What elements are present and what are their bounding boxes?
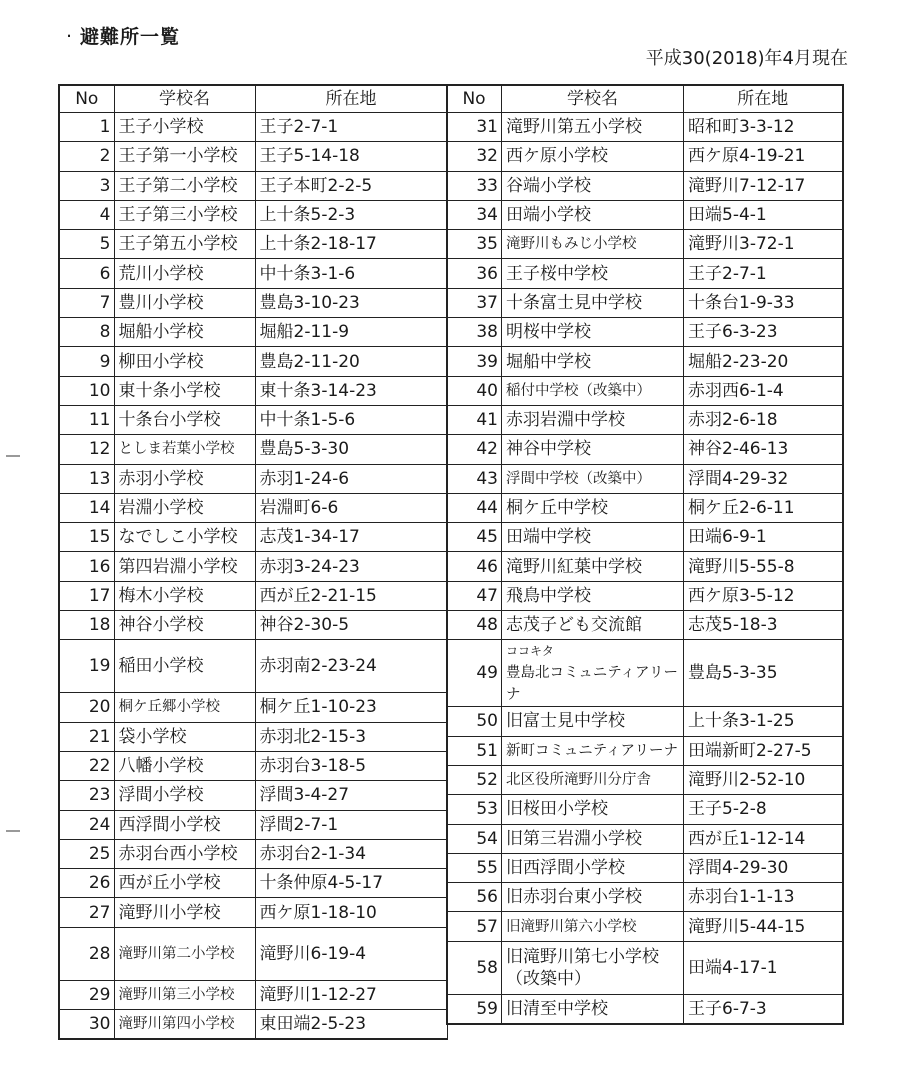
cell-no: 52	[447, 765, 502, 794]
cell-school-name: なでしこ小学校	[114, 523, 255, 552]
cell-address: 西が丘2-21-15	[255, 581, 447, 610]
cell-address: 田端4-17-1	[684, 941, 843, 994]
cell-no: 36	[447, 259, 502, 288]
table-row	[59, 376, 447, 405]
table-row	[59, 171, 447, 200]
cell-address: 十条台1-9-33	[684, 288, 843, 317]
table-row	[447, 912, 843, 941]
cell-school-name: 十条台小学校	[114, 405, 255, 434]
cell-address: 上十条3-1-25	[684, 707, 843, 736]
cell-no: 39	[447, 347, 502, 376]
cell-school-name: 八幡小学校	[114, 751, 255, 780]
cell-no: 59	[447, 994, 502, 1024]
cell-no: 6	[59, 259, 114, 288]
cell-address: 西ケ原3-5-12	[684, 581, 843, 610]
header-row	[447, 85, 843, 113]
cell-address: 上十条5-2-3	[255, 200, 447, 229]
cell-address: 堀船2-23-20	[684, 347, 843, 376]
header-address: 所在地	[255, 85, 447, 113]
table-row	[447, 230, 843, 259]
cell-no: 37	[447, 288, 502, 317]
left-table-body	[59, 113, 447, 1040]
cell-no: 34	[447, 200, 502, 229]
cell-school-name: 旧滝野川第六小学校	[502, 912, 684, 941]
cell-address: 豊島3-10-23	[255, 288, 447, 317]
cell-school-name: 王子桜中学校	[502, 259, 684, 288]
page-title-text: 避難所一覧	[80, 26, 181, 48]
page-title: . 避難所一覧	[66, 20, 181, 48]
cell-school-name: 王子小学校	[114, 113, 255, 142]
cell-address: 王子6-3-23	[684, 318, 843, 347]
cell-no: 13	[59, 464, 114, 493]
cell-address: 志茂1-34-17	[255, 523, 447, 552]
cell-school-name: 豊川小学校	[114, 288, 255, 317]
hole-punch-mark	[6, 830, 20, 832]
right-table-body	[447, 113, 843, 1025]
cell-no: 9	[59, 347, 114, 376]
table-row	[59, 980, 447, 1009]
table-row	[59, 318, 447, 347]
cell-address: 王子2-7-1	[684, 259, 843, 288]
cell-school-name: 滝野川第二小学校	[114, 927, 255, 980]
cell-address: 昭和町3-3-12	[684, 113, 843, 142]
table-row	[59, 810, 447, 839]
cell-school-name: 西浮間小学校	[114, 810, 255, 839]
cell-no: 46	[447, 552, 502, 581]
cell-no: 57	[447, 912, 502, 941]
cell-school-name: 旧第三岩淵小学校	[502, 824, 684, 853]
cell-no: 29	[59, 980, 114, 1009]
cell-no: 55	[447, 853, 502, 882]
cell-school-name: 西が丘小学校	[114, 869, 255, 898]
cell-address: 赤羽西6-1-4	[684, 376, 843, 405]
cell-no: 54	[447, 824, 502, 853]
header-no: No	[447, 85, 502, 113]
table-row	[59, 927, 447, 980]
cell-no: 58	[447, 941, 502, 994]
table-row	[447, 200, 843, 229]
cell-school-name	[502, 640, 684, 707]
table-row	[59, 781, 447, 810]
table-row	[59, 640, 447, 693]
cell-address: 浮間4-29-30	[684, 853, 843, 882]
cell-school-name: 王子第二小学校	[114, 171, 255, 200]
cell-no: 14	[59, 493, 114, 522]
cell-school-name: 浮間小学校	[114, 781, 255, 810]
cell-no: 15	[59, 523, 114, 552]
cell-address: 豊島2-11-20	[255, 347, 447, 376]
cell-no: 28	[59, 927, 114, 980]
table-row	[447, 142, 843, 171]
cell-address: 田端新町2-27-5	[684, 736, 843, 765]
cell-address: 赤羽北2-15-3	[255, 722, 447, 751]
table-row	[447, 376, 843, 405]
cell-address: 神谷2-46-13	[684, 435, 843, 464]
cell-address: 神谷2-30-5	[255, 611, 447, 640]
cell-address: 西ケ原4-19-21	[684, 142, 843, 171]
cell-no: 33	[447, 171, 502, 200]
table-row	[59, 751, 447, 780]
cell-school-name: 旧赤羽台東小学校	[502, 883, 684, 912]
cell-no: 47	[447, 581, 502, 610]
cell-address: 十条仲原4-5-17	[255, 869, 447, 898]
cell-school-name: 滝野川紅葉中学校	[502, 552, 684, 581]
cell-school-name: 神谷小学校	[114, 611, 255, 640]
table-row	[447, 347, 843, 376]
cell-address: 赤羽台2-1-34	[255, 839, 447, 868]
cell-address: 赤羽3-24-23	[255, 552, 447, 581]
cell-school-name: 袋小学校	[114, 722, 255, 751]
cell-no: 40	[447, 376, 502, 405]
table-row	[447, 736, 843, 765]
cell-no: 2	[59, 142, 114, 171]
cell-no: 7	[59, 288, 114, 317]
cell-no: 20	[59, 693, 114, 722]
table-row	[447, 435, 843, 464]
cell-address: 志茂5-18-3	[684, 611, 843, 640]
header-address: 所在地	[684, 85, 843, 113]
cell-address: 赤羽台3-18-5	[255, 751, 447, 780]
cell-no: 30	[59, 1010, 114, 1040]
cell-address: 田端6-9-1	[684, 523, 843, 552]
cell-school-name: としま若葉小学校	[114, 435, 255, 464]
cell-school-name: 旧富士見中学校	[502, 707, 684, 736]
table-row	[59, 230, 447, 259]
table-row	[447, 883, 843, 912]
cell-school-name: 赤羽台西小学校	[114, 839, 255, 868]
cell-school-name: 堀船中学校	[502, 347, 684, 376]
header-row	[59, 85, 447, 113]
table-row	[59, 552, 447, 581]
cell-school-name-note: （改築中）	[506, 968, 591, 989]
table-row	[59, 523, 447, 552]
cell-school-name	[502, 941, 684, 994]
table-row	[59, 581, 447, 610]
cell-school-name-text: 豊島北コミュニティアリーナ	[506, 665, 678, 704]
as-of-date: 平成30(2018)年4月現在	[645, 48, 848, 69]
cell-no: 17	[59, 581, 114, 610]
cell-no: 45	[447, 523, 502, 552]
cell-no: 32	[447, 142, 502, 171]
table-row	[59, 347, 447, 376]
table-row	[447, 113, 843, 142]
cell-no: 31	[447, 113, 502, 142]
cell-school-name: 十条富士見中学校	[502, 288, 684, 317]
table-row	[447, 464, 843, 493]
table-row	[59, 200, 447, 229]
table-row	[59, 493, 447, 522]
cell-school-name-text: 旧滝野川第七小学校	[506, 946, 659, 967]
cell-address: 王子5-14-18	[255, 142, 447, 171]
cell-address: 赤羽1-24-6	[255, 464, 447, 493]
cell-school-name: 田端小学校	[502, 200, 684, 229]
cell-no: 51	[447, 736, 502, 765]
cell-school-name: 東十条小学校	[114, 376, 255, 405]
cell-address: 滝野川5-44-15	[684, 912, 843, 941]
cell-school-name: 田端中学校	[502, 523, 684, 552]
cell-address: 豊島5-3-35	[684, 640, 843, 707]
table-row	[59, 464, 447, 493]
cell-school-name: 西ケ原小学校	[502, 142, 684, 171]
cell-school-name: 稲田小学校	[114, 640, 255, 693]
cell-no: 44	[447, 493, 502, 522]
table-row	[447, 523, 843, 552]
cell-no: 22	[59, 751, 114, 780]
cell-address: 浮間2-7-1	[255, 810, 447, 839]
table-row	[59, 259, 447, 288]
cell-school-name: 飛鳥中学校	[502, 581, 684, 610]
cell-no: 12	[59, 435, 114, 464]
cell-school-name: 王子第一小学校	[114, 142, 255, 171]
cell-school-name: 荒川小学校	[114, 259, 255, 288]
cell-school-name: 谷端小学校	[502, 171, 684, 200]
cell-no: 35	[447, 230, 502, 259]
table-row	[447, 259, 843, 288]
table-row	[447, 318, 843, 347]
cell-no: 56	[447, 883, 502, 912]
cell-address: 西が丘1-12-14	[684, 824, 843, 853]
cell-address: 中十条3-1-6	[255, 259, 447, 288]
cell-no: 25	[59, 839, 114, 868]
cell-school-name-furigana: ココキタ	[506, 644, 554, 659]
cell-address: 浮間3-4-27	[255, 781, 447, 810]
shelter-table-left	[58, 84, 448, 1040]
cell-school-name: 明桜中学校	[502, 318, 684, 347]
table-row	[59, 869, 447, 898]
cell-address: 東十条3-14-23	[255, 376, 447, 405]
cell-school-name: 柳田小学校	[114, 347, 255, 376]
cell-address: 王子本町2-2-5	[255, 171, 447, 200]
cell-address: 滝野川3-72-1	[684, 230, 843, 259]
cell-no: 50	[447, 707, 502, 736]
table-row	[59, 435, 447, 464]
cell-school-name: 旧清至中学校	[502, 994, 684, 1024]
cell-no: 3	[59, 171, 114, 200]
cell-no: 5	[59, 230, 114, 259]
table-row	[59, 898, 447, 927]
table-row	[59, 1010, 447, 1040]
cell-address: 東田端2-5-23	[255, 1010, 447, 1040]
table-row	[447, 288, 843, 317]
cell-no: 24	[59, 810, 114, 839]
table-row	[59, 722, 447, 751]
cell-no: 42	[447, 435, 502, 464]
cell-address: 滝野川6-19-4	[255, 927, 447, 980]
cell-no: 38	[447, 318, 502, 347]
cell-school-name: 赤羽小学校	[114, 464, 255, 493]
table-row	[447, 853, 843, 882]
cell-address: 滝野川5-55-8	[684, 552, 843, 581]
cell-no: 19	[59, 640, 114, 693]
cell-school-name: 岩淵小学校	[114, 493, 255, 522]
cell-address: 赤羽台1-1-13	[684, 883, 843, 912]
cell-address: 堀船2-11-9	[255, 318, 447, 347]
table-row	[447, 405, 843, 434]
cell-school-name: 堀船小学校	[114, 318, 255, 347]
cell-address: 桐ケ丘1-10-23	[255, 693, 447, 722]
cell-no: 10	[59, 376, 114, 405]
cell-address: 上十条2-18-17	[255, 230, 447, 259]
cell-address: 滝野川7-12-17	[684, 171, 843, 200]
cell-school-name: 滝野川小学校	[114, 898, 255, 927]
cell-school-name: 浮間中学校（改築中）	[502, 464, 684, 493]
hole-punch-mark	[6, 455, 20, 457]
cell-address: 桐ケ丘2-6-11	[684, 493, 843, 522]
cell-no: 41	[447, 405, 502, 434]
table-row	[447, 552, 843, 581]
cell-school-name: 第四岩淵小学校	[114, 552, 255, 581]
cell-school-name: 滝野川もみじ小学校	[502, 230, 684, 259]
cell-school-name: 王子第五小学校	[114, 230, 255, 259]
cell-no: 18	[59, 611, 114, 640]
cell-school-name: 稲付中学校（改築中）	[502, 376, 684, 405]
table-row	[447, 581, 843, 610]
cell-school-name: 滝野川第四小学校	[114, 1010, 255, 1040]
cell-no: 49	[447, 640, 502, 707]
cell-no: 4	[59, 200, 114, 229]
table-row	[447, 994, 843, 1024]
cell-address: 西ケ原1-18-10	[255, 898, 447, 927]
shelter-table-right	[446, 84, 844, 1025]
cell-no: 8	[59, 318, 114, 347]
table-row	[59, 839, 447, 868]
cell-school-name: 赤羽岩淵中学校	[502, 405, 684, 434]
cell-address: 滝野川2-52-10	[684, 765, 843, 794]
cell-school-name: 旧桜田小学校	[502, 795, 684, 824]
table-row	[447, 824, 843, 853]
table-row	[447, 640, 843, 707]
cell-no: 16	[59, 552, 114, 581]
cell-school-name: 志茂子ども交流館	[502, 611, 684, 640]
cell-address: 浮間4-29-32	[684, 464, 843, 493]
table-row	[447, 611, 843, 640]
table-row	[447, 795, 843, 824]
cell-no: 27	[59, 898, 114, 927]
cell-address: 赤羽南2-23-24	[255, 640, 447, 693]
cell-no: 53	[447, 795, 502, 824]
header-name: 学校名	[502, 85, 684, 113]
cell-school-name: 桐ケ丘郷小学校	[114, 693, 255, 722]
cell-no: 26	[59, 869, 114, 898]
table-row	[59, 288, 447, 317]
cell-address: 豊島5-3-30	[255, 435, 447, 464]
cell-address: 中十条1-5-6	[255, 405, 447, 434]
cell-school-name: 梅木小学校	[114, 581, 255, 610]
header-no: No	[59, 85, 114, 113]
cell-school-name: 滝野川第三小学校	[114, 980, 255, 1009]
cell-school-name: 王子第三小学校	[114, 200, 255, 229]
cell-address: 王子5-2-8	[684, 795, 843, 824]
cell-address: 田端5-4-1	[684, 200, 843, 229]
cell-address: 赤羽2-6-18	[684, 405, 843, 434]
cell-no: 21	[59, 722, 114, 751]
header-name: 学校名	[114, 85, 255, 113]
cell-address: 王子2-7-1	[255, 113, 447, 142]
table-row	[59, 693, 447, 722]
cell-school-name: 旧西浮間小学校	[502, 853, 684, 882]
cell-address: 滝野川1-12-27	[255, 980, 447, 1009]
table-row	[59, 611, 447, 640]
cell-no: 43	[447, 464, 502, 493]
cell-no: 11	[59, 405, 114, 434]
cell-school-name: 滝野川第五小学校	[502, 113, 684, 142]
cell-no: 48	[447, 611, 502, 640]
table-row	[447, 707, 843, 736]
table-row	[59, 405, 447, 434]
cell-school-name: 神谷中学校	[502, 435, 684, 464]
table-row	[447, 493, 843, 522]
cell-school-name: 北区役所滝野川分庁舎	[502, 765, 684, 794]
cell-address: 岩淵町6-6	[255, 493, 447, 522]
cell-no: 1	[59, 113, 114, 142]
table-row	[59, 142, 447, 171]
cell-school-name: 桐ケ丘中学校	[502, 493, 684, 522]
cell-school-name: 新町コミュニティアリーナ	[502, 736, 684, 765]
table-row	[447, 941, 843, 994]
table-row	[59, 113, 447, 142]
cell-address: 王子6-7-3	[684, 994, 843, 1024]
cell-no: 23	[59, 781, 114, 810]
table-row	[447, 765, 843, 794]
table-row	[447, 171, 843, 200]
